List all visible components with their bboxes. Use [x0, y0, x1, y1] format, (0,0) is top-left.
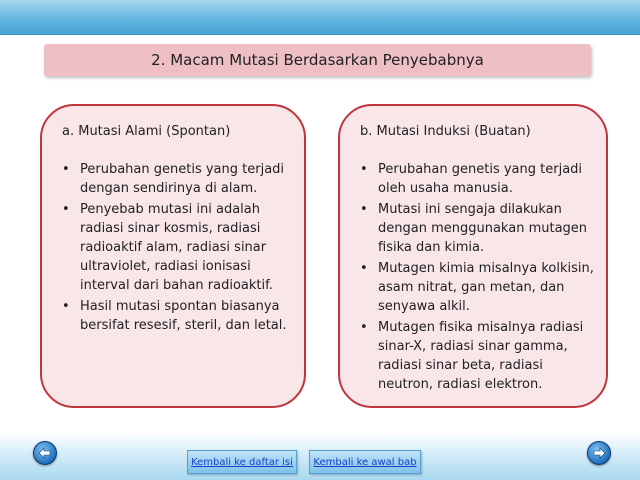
bullet-list [62, 160, 292, 337]
list-item: • Mutasi ini sengaja dilakukan dengan menggunakan mutagen fisika dan kimia. [360, 200, 594, 257]
list-item: • Penyebab mutasi ini adalah radiasi sinar kosmis, radiasi radioaktif alam, radiasi sinar ultraviolet, radiasi ionisasi interval dari bahan radioaktif. [62, 200, 292, 295]
card-mutasi-alami [40, 104, 306, 408]
slide-title: 2. Macam Mutasi Berdasarkan Penyebabnya [44, 44, 591, 76]
arrow-left-icon [38, 446, 52, 460]
list-item: • Hasil mutasi spontan biasanya bersifat resesif, steril, dan letal. [62, 297, 292, 335]
back-to-chapter-link[interactable]: Kembali ke awal bab [309, 450, 421, 474]
card-mutasi-induksi [338, 104, 608, 408]
card-heading: a. Mutasi Alami (Spontan) [62, 124, 231, 139]
next-button[interactable] [587, 441, 611, 465]
arrow-right-icon [592, 446, 606, 460]
back-to-toc-link[interactable]: Kembali ke daftar isi [187, 450, 297, 474]
list-item: • Mutagen fisika misalnya radiasi sinar-X, radiasi sinar gamma, radiasi sinar beta, radiasi neutron, radiasi elektron. [360, 318, 594, 394]
list-item: • Perubahan genetis yang terjadi oleh usaha manusia. [360, 160, 594, 198]
bullet-list [360, 160, 594, 396]
list-item: • Perubahan genetis yang terjadi dengan sendirinya di alam. [62, 160, 292, 198]
list-item: • Mutagen kimia misalnya kolkisin, asam nitrat, gan metan, dan senyawa alkil. [360, 259, 594, 316]
top-bar [0, 0, 640, 35]
back-button[interactable] [33, 441, 57, 465]
card-heading: b. Mutasi Induksi (Buatan) [360, 124, 531, 139]
